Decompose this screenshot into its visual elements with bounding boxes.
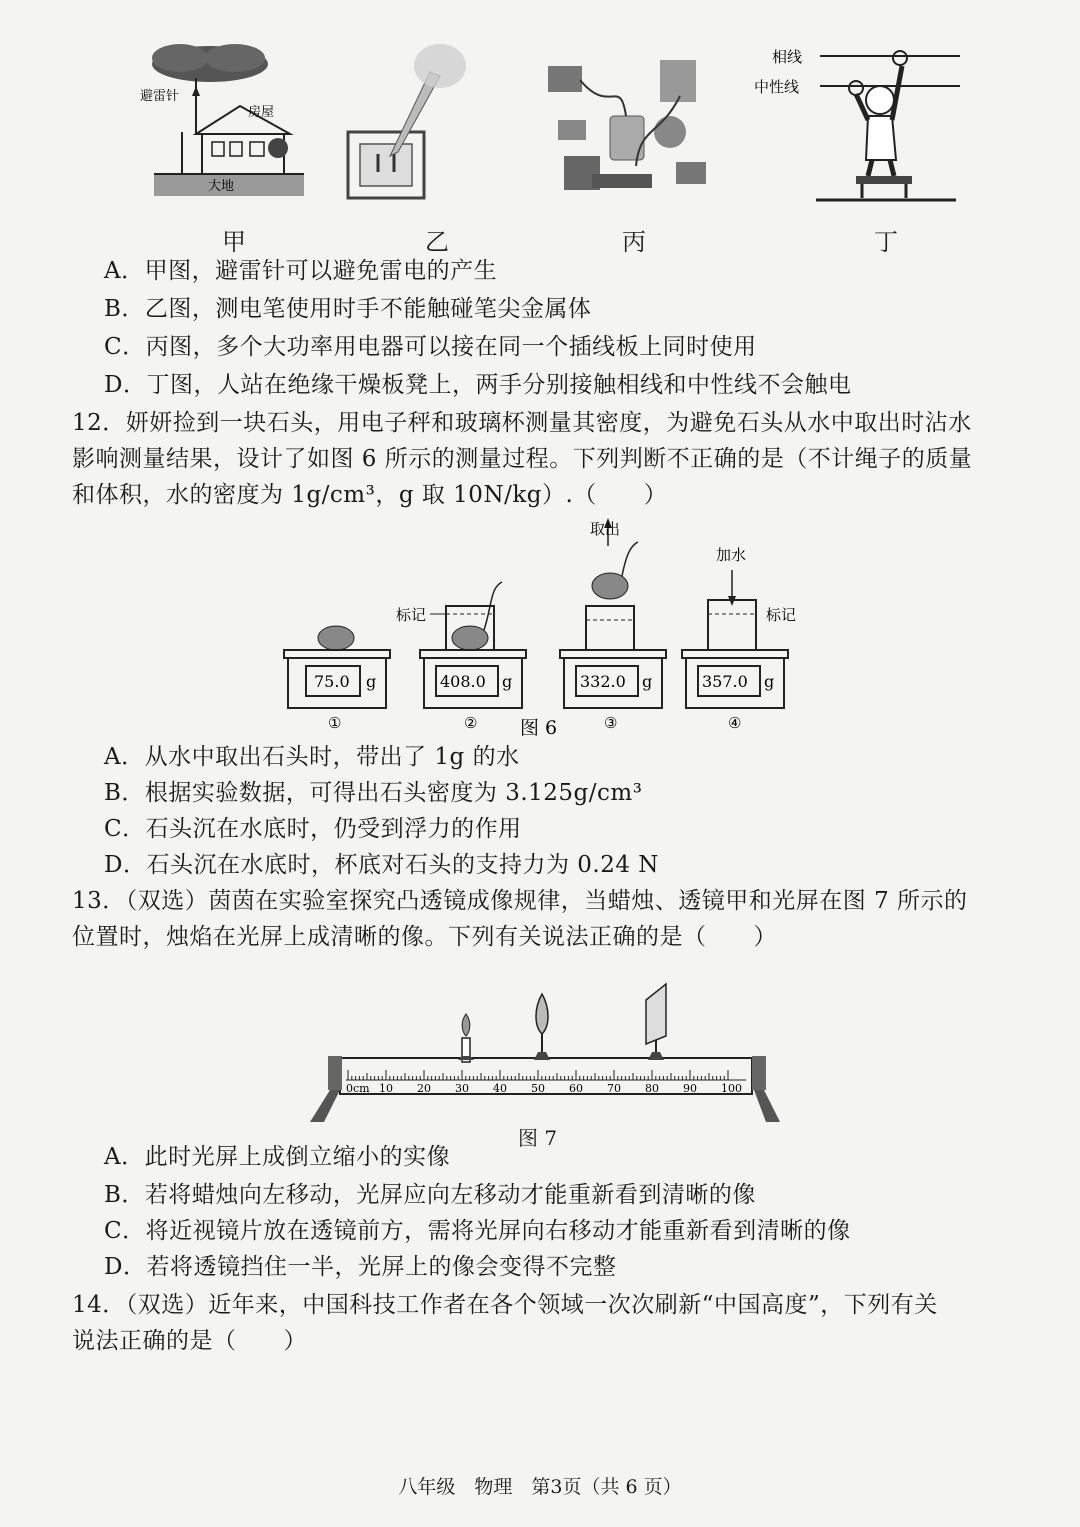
ruler-tick-label: 30	[455, 1082, 469, 1095]
panel-yi-drawing	[348, 44, 466, 198]
ruler-tick-label: 80	[645, 1082, 659, 1095]
panel-label-bing: 丙	[622, 228, 646, 256]
unit-2: g	[502, 672, 513, 691]
house-tag: 房屋	[248, 105, 275, 120]
panel-ding-drawing	[754, 48, 960, 200]
panel-label-yi: 乙	[425, 228, 449, 256]
figure-7-caption: 图 7	[518, 1126, 558, 1150]
unit-1: g	[366, 672, 377, 691]
lightning-rod-tag: 避雷针	[140, 89, 180, 104]
q13-option-a: A．此时光屏上成倒立缩小的实像	[104, 1144, 451, 1170]
reading-2: 408.0	[440, 672, 486, 691]
ruler-tick-label: 50	[531, 1082, 545, 1095]
q11-option-a: A．甲图，避雷针可以避免雷电的产生	[104, 258, 498, 284]
ruler-tick-label: 100	[721, 1082, 742, 1095]
q13-option-c: C．将近视镜片放在透镜前方，需将光屏向右移动才能重新看到清晰的像	[104, 1218, 851, 1244]
light-screen	[646, 984, 666, 1060]
q12-option-b: B．根据实验数据，可得出石头密度为 3.125g/cm³	[104, 780, 643, 806]
panel-jia-drawing	[140, 44, 304, 196]
q12-option-d: D．石头沉在水底时，杯底对石头的支持力为 0.24 N	[104, 852, 659, 878]
reading-4: 357.0	[702, 672, 748, 691]
ruler-ticks	[348, 1070, 728, 1080]
step-1: ①	[328, 714, 342, 732]
q12-option-a: A．从水中取出石头时，带出了 1g 的水	[104, 744, 520, 770]
unit-4: g	[764, 672, 775, 691]
scale-step-1	[284, 626, 390, 732]
ruler-tick-label: 70	[607, 1082, 621, 1095]
figure-6-caption: 图 6	[520, 717, 558, 738]
step-4: ④	[728, 714, 742, 732]
figure-5-illustrations	[140, 36, 970, 216]
panel-label-ding: 丁	[874, 228, 898, 256]
q14-stem-line-1: 14．（双选）近年来，中国科技工作者在各个领域一次次刷新“中国高度”，下列有关	[72, 1292, 938, 1318]
panel-label-jia: 甲	[222, 228, 246, 256]
candle	[458, 1014, 474, 1062]
scale-step-3	[560, 518, 666, 732]
q11-option-c: C．丙图，多个大功率用电器可以接在同一个插线板上同时使用	[104, 334, 757, 360]
convex-lens	[534, 994, 550, 1060]
ruler-tick-label: 10	[379, 1082, 393, 1095]
live-wire-tag: 相线	[772, 48, 803, 66]
scale-step-2	[396, 582, 526, 732]
q11-option-d: D．丁图，人站在绝缘干燥板凳上，两手分别接触相线和中性线不会触电	[104, 372, 852, 398]
unit-3: g	[642, 672, 653, 691]
mark-label-2: 标记	[396, 606, 427, 624]
q14-stem-line-2: 说法正确的是（ ）	[72, 1328, 307, 1354]
panel-bing-drawing	[548, 60, 706, 190]
q13-stem-line-1: 13．（双选）茵茵在实验室探究凸透镜成像规律，当蜡烛、透镜甲和光屏在图 7 所示的	[72, 888, 968, 914]
scale-step-4	[682, 546, 796, 732]
figure-6	[280, 516, 800, 738]
ruler-tick-label: 90	[683, 1082, 697, 1095]
ruler-tick-label: 0cm	[346, 1082, 370, 1095]
reading-1: 75.0	[314, 672, 350, 691]
q12-stem-line-1: 12．妍妍捡到一块石头，用电子秤和玻璃杯测量其密度，为避免石头从水中取出时沾水	[72, 410, 972, 436]
q12-stem-line-3: 和体积，水的密度为 1g/cm³，g 取 10N/kg）.（ ）	[72, 482, 668, 508]
q13-option-d: D．若将透镜挡住一半，光屏上的像会变得不完整	[104, 1254, 617, 1280]
ground-tag: 大地	[208, 179, 235, 194]
q13-option-b: B．若将蜡烛向左移动，光屏应向左移动才能重新看到清晰的像	[104, 1182, 756, 1208]
take-out-label: 取出	[590, 520, 621, 538]
ruler-tick-label: 40	[493, 1082, 507, 1095]
ruler-tick-label: 20	[417, 1082, 431, 1095]
q11-option-b: B．乙图，测电笔使用时手不能触碰笔尖金属体	[104, 296, 592, 322]
q13-stem-line-2: 位置时，烛焰在光屏上成清晰的像。下列有关说法正确的是（ ）	[72, 924, 777, 950]
q12-stem-line-2: 影响测量结果，设计了如图 6 所示的测量过程。下列判断不正确的是（不计绳子的质量	[72, 446, 973, 472]
ruler-tick-label: 60	[569, 1082, 583, 1095]
add-water-label: 加水	[716, 546, 747, 564]
reading-3: 332.0	[580, 672, 626, 691]
mark-label-4: 标记	[766, 606, 797, 624]
neutral-wire-tag: 中性线	[754, 78, 800, 96]
q12-option-c: C．石头沉在水底时，仍受到浮力的作用	[104, 816, 522, 842]
page-footer: 八年级 物理 第3页（共 6 页）	[398, 1476, 682, 1498]
step-2: ②	[464, 714, 478, 732]
step-3: ③	[604, 714, 618, 732]
